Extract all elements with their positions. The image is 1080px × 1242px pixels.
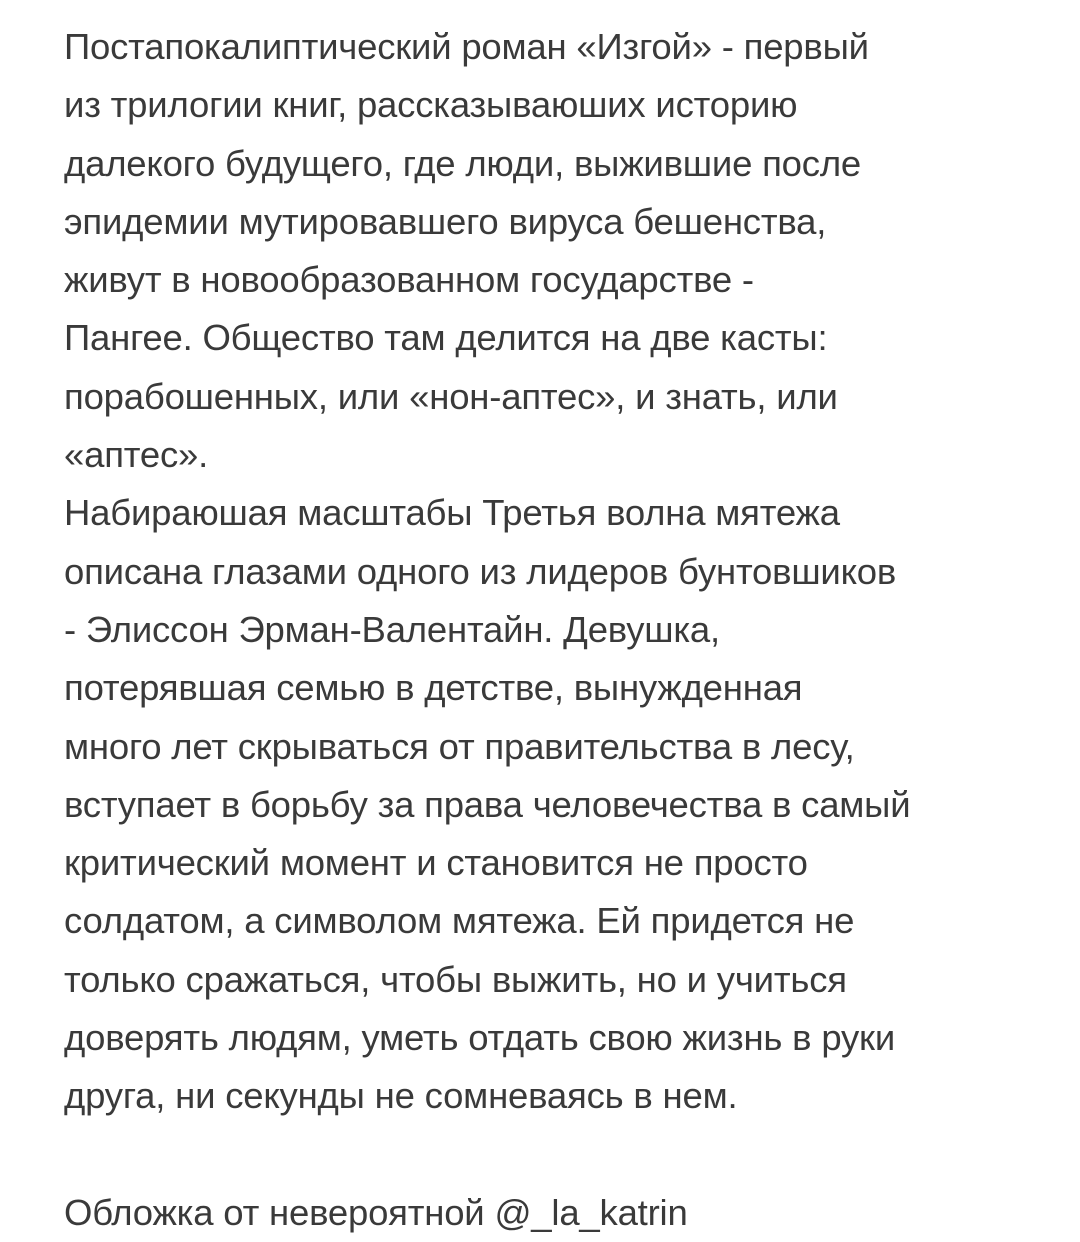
- text-line: «аптес».: [64, 434, 209, 476]
- text-line: вступает в борьбу за права человечества в самый: [64, 783, 911, 825]
- user-mention-link[interactable]: @_la_katrin: [494, 1191, 688, 1233]
- credit-prefix: Обложка от невероятной: [64, 1191, 495, 1233]
- text-line: эпидемии мутировавшего вируса бешенства,: [64, 200, 827, 242]
- text-line: - Элиссон Эрман-Валентайн. Девушка,: [64, 608, 720, 650]
- text-line: потерявшая семью в детстве, вынужденная: [64, 667, 803, 709]
- text-line: Набираюшая масштабы Третья волна мятежа: [64, 492, 840, 534]
- text-line: порабошенных, или «нон-аптес», и знать, или: [64, 375, 838, 417]
- text-line: Пангее. Общество там делится на две касты:: [64, 317, 828, 359]
- paragraph-gap: [64, 1126, 1044, 1184]
- post-text: [64, 18, 1044, 1242]
- text-line: критический момент и становится не просто: [64, 842, 808, 884]
- text-line: только сражаться, чтобы выжить, но и учиться: [64, 958, 847, 1000]
- cover-credit: [64, 1184, 1044, 1242]
- text-line: солдатом, а символом мятежа. Ей придется не: [64, 900, 855, 942]
- text-line: Постапокалиптический роман «Изгой» - первый: [64, 26, 869, 67]
- text-line: много лет скрываться от правительства в лесу,: [64, 725, 855, 767]
- text-line: из трилогии книг, рассказываюших историю: [64, 84, 798, 126]
- text-line: далекого будущего, где люди, выжившие после: [64, 142, 862, 184]
- text-line: описана глазами одного из лидеров бунтовшиков: [64, 550, 897, 592]
- text-line: доверять людям, уметь отдать свою жизнь в руки: [64, 1017, 896, 1059]
- text-line: друга, ни секунды не сомневаясь в нем.: [64, 1075, 738, 1117]
- text-line: живут в новообразованном государстве -: [64, 259, 754, 301]
